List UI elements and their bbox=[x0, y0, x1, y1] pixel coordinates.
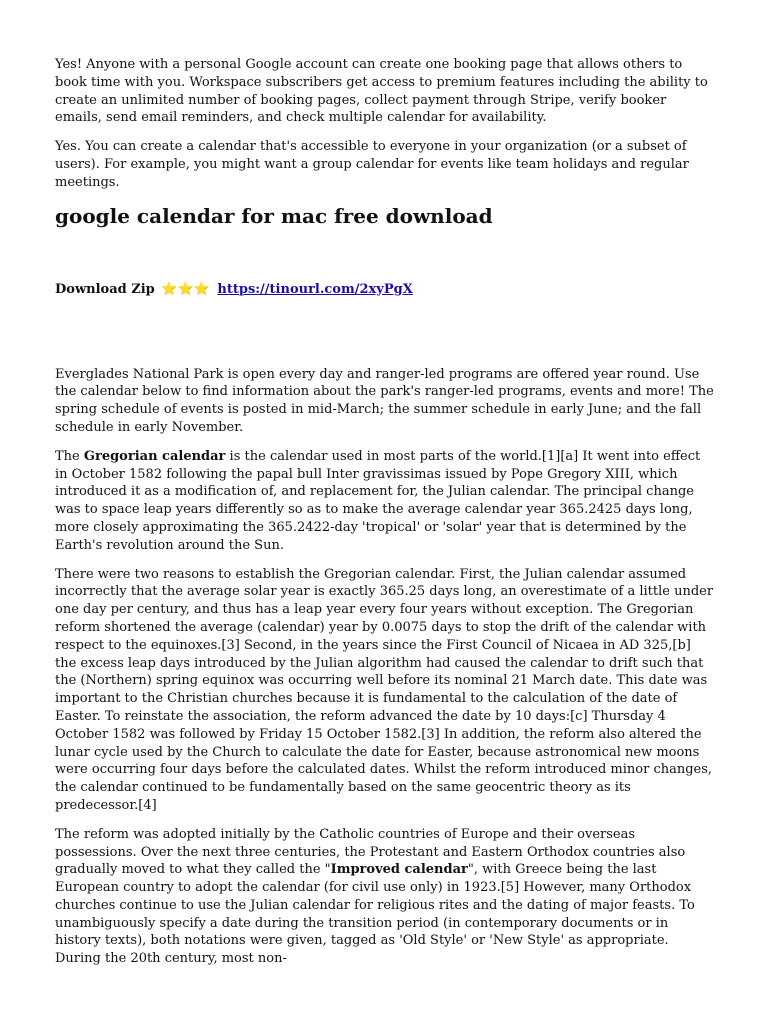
paragraph-adoption bbox=[55, 826, 715, 968]
text-segment: The reform was adopted initially by the Catholic countries of Europe and their overseas possessions. Over the next three centuries, the Protestant and Eastern Orthodox countries also gradually moved to what they called the " bbox=[55, 826, 686, 878]
text-segment: ", with Greece being the last European country to adopt the calendar (for civil use only) in 1923.[5] However, many Orthodox churches continue to use the Julian calendar for religious rites and the dating of major feasts. To unambiguously specify a date during the transition period (in contemporary documents or in history texts), both notations were given, tagged as 'Old Style' or 'New Style' as appropriate. During the 20th century, most non- bbox=[55, 862, 695, 967]
paragraph-group-calendar: Yes. You can create a calendar that's accessible to everyone in your organization (or a subset of users). For example, you might want a group calendar for events like team holidays and regular meetings. bbox=[55, 139, 689, 190]
text-segment: is the calendar used in most parts of the world.[1][a] It went into effect in October 1582 following the papal bull Inter gravissimas issued by Pope Gregory XIII, which introduced it as a modification of, and replacement for, the Julian calendar. The principal change was to space leap years differently so as to make the average calendar year 365.2425 days long, more closely approximating the 365.2422-day 'tropical' or 'solar' year that is determined by the Earth's revolution around the Sun. bbox=[55, 448, 701, 553]
paragraph-booking-pages: Yes! Anyone with a personal Google account can create one booking page that allows others to book time with you. Workspace subscribers get access to premium features including the ability to create an unlimited number of booking pages, collect payment through Stripe, verify booker emails, send email reminders, and check multiple calendar for availability. bbox=[55, 57, 708, 126]
paragraph-everglades: Everglades National Park is open every day and ranger-led programs are offered year round. Use the calendar below to find information about the park's ranger-led programs, events and more! The spring schedule of events is posted in mid-March; the summer schedule in early June; and the fall schedule in early November. bbox=[55, 366, 714, 435]
spacer bbox=[55, 299, 715, 366]
download-label: Download Zip bbox=[55, 281, 155, 297]
download-line bbox=[55, 281, 715, 299]
arrow-glyphs: ⭐⭐⭐ bbox=[161, 281, 210, 297]
text-segment: The bbox=[55, 448, 84, 464]
bold-term-gregorian: Gregorian calendar bbox=[83, 448, 226, 464]
document-page bbox=[55, 56, 715, 979]
paragraph-reasons: There were two reasons to establish the Gregorian calendar. First, the Julian calendar assumed incorrectly that the average solar year is exactly 365.25 days long, an overestimate of a little under one day per century, and thus has a leap year every four years without exception. The Gregorian reform shortened the average (calendar) year by 0.0075 days to stop the drift of the calendar with respect to the equinoxes.[3] Second, in the years since the First Council of Nicaea in AD 325,[b] the excess leap days introduced by the Julian algorithm had caused the calendar to drift such that the (Northern) spring equinox was occurring well before its nominal 21 March date. This date was important to the Christian churches because it is fundamental to the calculation of the date of Easter. To reinstate the association, the reform advanced the date by 10 days:[c] Thursday 4 October 1582 was followed by Friday 15 October 1582.[3] In addition, the reform also altered the lunar cycle used by the Church to calculate the date for Easter, because astronomical new moons were occurring four days before the calculated dates. Whilst the reform introduced minor changes, the calendar continued to be fundamentally based on the same geocentric theory as its predecessor.[4] bbox=[55, 566, 714, 813]
page-title: google calendar for mac free download bbox=[55, 203, 493, 228]
download-link[interactable]: https://tinourl.com/2xyPgX bbox=[217, 281, 413, 297]
bold-term-improved: Improved calendar bbox=[330, 862, 468, 878]
paragraph-gregorian-intro bbox=[55, 448, 715, 555]
